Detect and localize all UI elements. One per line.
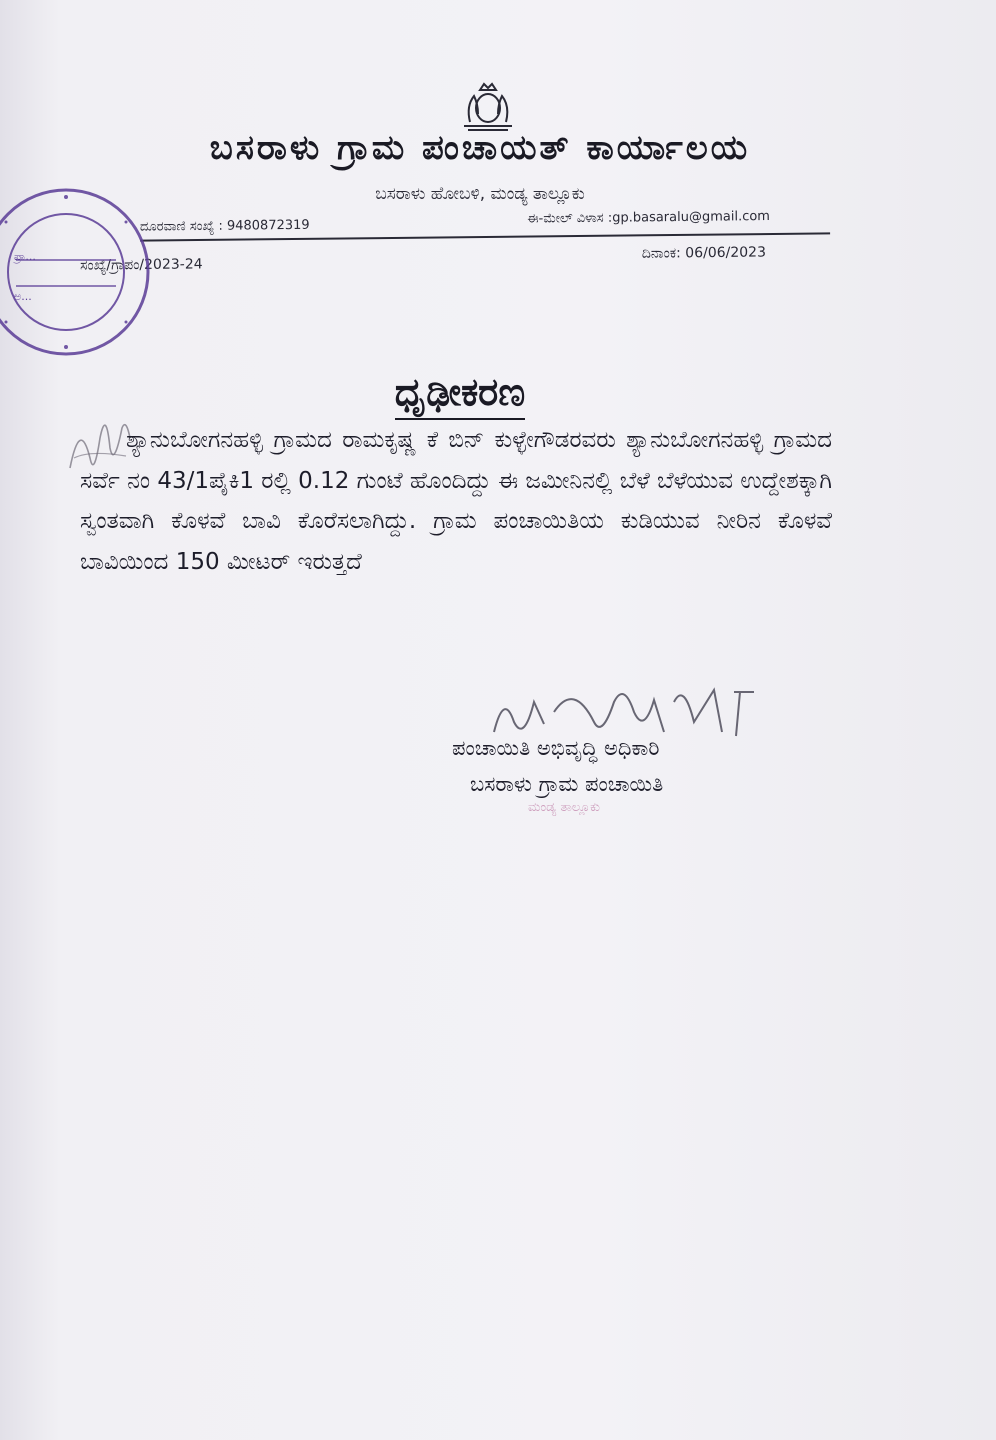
- document-date: ದಿನಾಂಕ: 06/06/2023: [641, 244, 767, 262]
- contact-row: [140, 208, 830, 241]
- body-paragraph: ಶ್ಯಾನುಬೋಗನಹಳ್ಳಿ ಗ್ರಾಮದ ರಾಮಕೃಷ್ಣ ಕೆ ಬಿನ್ ಕುಳ್ಳೇಗೌಡರವರು ಶ್ಯಾನುಬೋಗನಹಳ್ಳಿ ಗ್ರಾಮದ ಸರ್ವೆ ನಂ 43/1ಪೈಕಿ1 ರಲ್ಲಿ 0.12 ಗುಂಟೆ ಹೊಂದಿದ್ದು ಈ ಜಮೀನಿನಲ್ಲಿ ಬೆಳೆ ಬೆಳೆಯುವ ಉದ್ದೇಶಕ್ಕಾಗಿ ಸ್ವಂತವಾಗಿ ಕೊಳವೆ ಬಾವಿ ಕೊರೆಸಲಾಗಿದ್ದು. ಗ್ರಾಮ ಪಂಚಾಯಿತಿಯ ಕುಡಿಯುವ ನೀರಿನ ಕೊಳವೆ ಬಾವಿಯಿಂದ 150 ಮೀಟರ್ ಇರುತ್ತದೆ: [80, 427, 833, 575]
- reference-row: [80, 244, 780, 275]
- signatory-block: [452, 730, 832, 802]
- state-emblem-icon: [448, 76, 528, 132]
- certificate-body: [80, 420, 832, 582]
- document-title-text: ಧೃಢೀಕರಣ: [395, 370, 525, 420]
- seal-text-line-1: ಪ್ರಾ...: [14, 250, 36, 263]
- email-address: ಈ-ಮೇಲ್ ವಿಳಾಸ :gp.basaralu@gmail.com: [527, 209, 771, 227]
- signatory-designation: ಪಂಚಾಯಿತಿ ಅಭಿವೃದ್ಧಿ ಅಧಿಕಾರಿ: [452, 736, 660, 760]
- document-title: [300, 370, 620, 415]
- seal-text-line-2: ಅ...: [14, 290, 32, 303]
- faint-office-stamp: ಮಂಡ್ಯ ತಾಲ್ಲೂಕು: [528, 800, 601, 815]
- signatory-office: ಬಸರಾಳು ಗ್ರಾಮ ಪಂಚಾಯಿತಿ: [470, 772, 664, 796]
- office-seal-icon: [0, 182, 156, 362]
- office-address: ಬಸರಾಳು ಹೋಬಳಿ, ಮಂಡ್ಯ ತಾಲ್ಲೂಕು: [375, 184, 585, 204]
- phone-number: ದೂರವಾಣಿ ಸಂಖ್ಯೆ : 9480872319: [139, 217, 310, 235]
- office-name: ಬಸರಾಳು ಗ್ರಾಮ ಪಂಚಾಯತ್ ಕಾರ್ಯಾಲಯ: [209, 128, 751, 168]
- reference-number: ಸಂಖ್ಯೆ/ಗ್ರಾಪಂ/2023-24: [79, 256, 203, 274]
